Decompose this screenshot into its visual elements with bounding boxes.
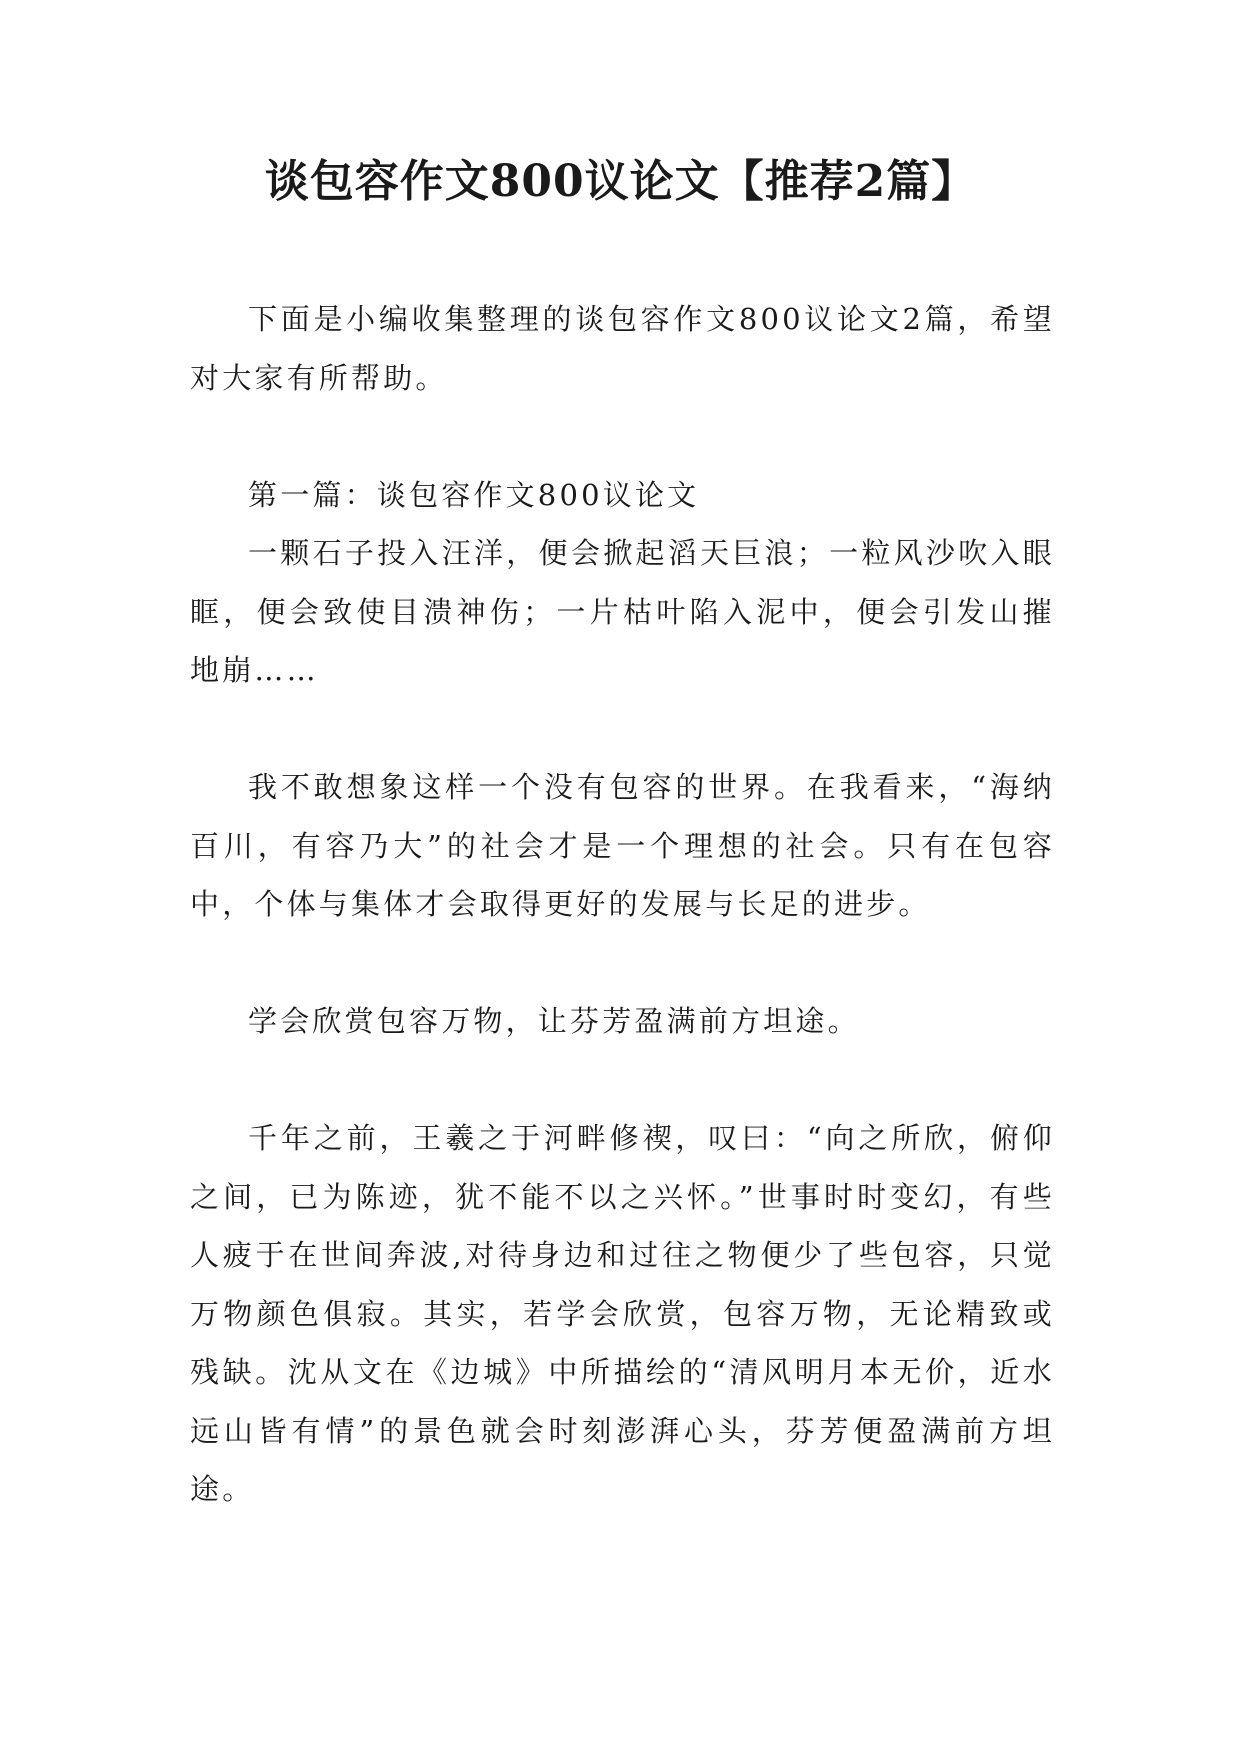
paragraph-spacer [190,700,1055,759]
document-title: 谈包容作文800议论文【推荐2篇】 [264,156,977,207]
section-heading: 第一篇：谈包容作文800议论文 [248,477,700,512]
body-paragraph-3: 学会欣赏包容万物，让芬芳盈满前方坦途。 [248,1004,860,1038]
body-paragraph-1: 一颗石子投入汪洋，便会掀起滔天巨浪；一粒风沙吹入眼眶，便会致使目溃神伤；一片枯叶陷入泥中，便会引发山摧地崩…… [190,536,1055,687]
document-body [190,290,1055,1519]
paragraph-spacer [190,934,1055,993]
paragraph-spacer [190,1051,1055,1110]
paragraph-spacer [190,407,1055,466]
intro-paragraph: 下面是小编收集整理的谈包容作文800议论文2篇，希望对大家有所帮助。 [190,302,1055,395]
body-paragraph-4: 千年之前，王羲之于河畔修禊，叹曰：“向之所欣，俯仰之间，已为陈迹，犹不能不以之兴怀。”世事时时变幻，有些人疲于在世间奔波,对待身边和过往之物便少了些包容，只觉万物颜色俱寂。其实，若学会欣赏，包容万物，无论精致或残缺。沈从文在《边城》中所描绘的“清风明月本无价，近水远山皆有情”的景色就会时刻澎湃心头，芬芳便盈满前方坦途。 [190,1121,1055,1506]
body-paragraph-2: 我不敢想象这样一个没有包容的世界。在我看来，“海纳百川，有容乃大”的社会才是一个理想的社会。只有在包容中，个体与集体才会取得更好的发展与长足的进步。 [190,770,1055,921]
